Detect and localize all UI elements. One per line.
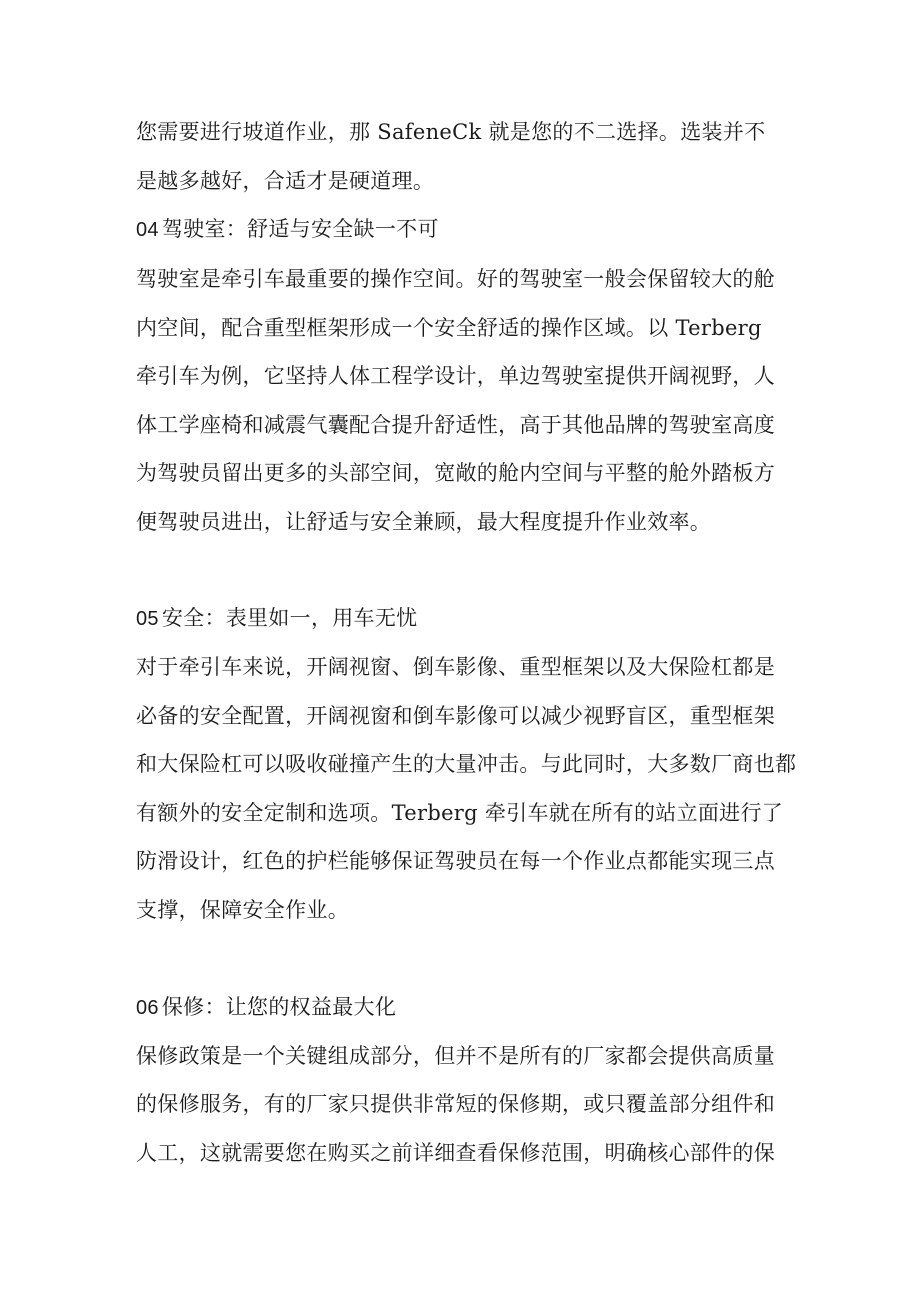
body-line: 防滑设计，红色的护栏能够保证驾驶员在每一个作业点都能实现三点 — [136, 849, 775, 873]
body-line: 驾驶室是牵引车最重要的操作空间。好的驾驶室一般会保留较大的舱 — [136, 267, 775, 291]
body-line: 体工学座椅和减震气囊配合提升舒适性，高于其他品牌的驾驶室高度 — [136, 413, 775, 437]
body-line: 有额外的安全定制和选项。Terberg 牵引车就在所有的站立面进行了 — [136, 801, 784, 825]
section-heading — [136, 603, 796, 634]
section-heading — [136, 214, 796, 245]
section-title: 保修：让您的权益最大化 — [161, 995, 397, 1019]
body-line: 和大保险杠可以吸收碰撞产生的大量冲击。与此同时，大多数厂商也都 — [136, 752, 797, 776]
intro-line: 是越多越好，合适才是硬道理。 — [136, 169, 435, 193]
section-heading — [136, 992, 796, 1023]
section-number: 04 — [136, 219, 159, 241]
body-line: 便驾驶员进出，让舒适与安全兼顾，最大程度提升作业效率。 — [136, 510, 712, 534]
intro-line: 您需要进行坡道作业，那 SafeneCk 就是您的不二选择。选装并不 — [136, 120, 766, 144]
section-number: 05 — [136, 608, 159, 630]
body-line: 保修政策是一个关键组成部分，但并不是所有的厂家都会提供高质量 — [136, 1044, 775, 1068]
body-line: 为驾驶员留出更多的头部空间，宽敞的舱内空间与平整的舱外踏板方 — [136, 461, 775, 485]
body-line: 牵引车为例，它坚持人体工程学设计，单边驾驶室提供开阔视野，人 — [136, 364, 775, 388]
body-line: 必备的安全配置，开阔视窗和倒车影像可以减少视野盲区，重型框架 — [136, 704, 775, 728]
body-line: 对于牵引车来说，开阔视窗、倒车影像、重型框架以及大保险杠都是 — [136, 655, 775, 679]
body-line: 人工，这就需要您在购买之前详细查看保修范围，明确核心部件的保 — [136, 1141, 775, 1165]
section-number: 06 — [136, 997, 159, 1019]
body-line: 内空间，配合重型框架形成一个安全舒适的操作区域。以 Terberg — [136, 316, 762, 340]
body-line: 的保修服务，有的厂家只提供非常短的保修期，或只覆盖部分组件和 — [136, 1092, 775, 1116]
body-line: 支撑，保障安全作业。 — [136, 898, 349, 922]
section-title: 驾驶室：舒适与安全缺一不可 — [161, 217, 439, 241]
section-title: 安全：表里如一，用车无忧 — [161, 606, 418, 630]
